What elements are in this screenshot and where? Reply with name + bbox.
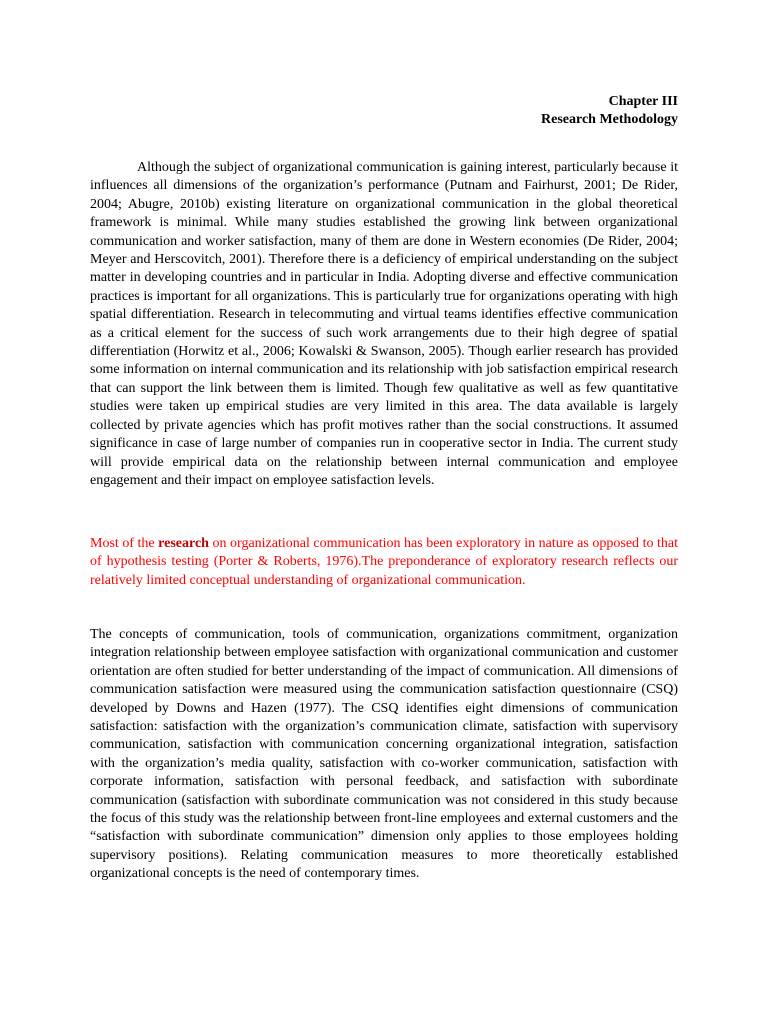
paragraph-exploratory-research-lead: Most of the [90, 536, 159, 551]
paragraph-introduction: Although the subject of organizational communication is gaining interest, particularly because it influences all dimensions of the organization’s performance (Putnam and Fairhurst, 2001; De Rider, 2004; Abugre, 2010b) existing literature on organizational communication in the global theoretical framework is minimal. While many studies established the growing link between organizational communication and worker satisfaction, many of them are done in Western economies (De Rider, 2004; Meyer and Herscovitch, 2001). Therefore there is a deficiency of empirical understanding on the subject matter in developing countries and in particular in India. Adopting diverse and effective communication practices is important for all organizations. This is particularly true for organizations operating with high spatial differentiation. Research in telecommuting and virtual teams identifies effective communication as a critical element for the success of such work arrangements due to their high degree of spatial differentiation (Horwitz et al., 2006; Kowalski & Swanson, 2005). Though earlier research has provided some information on internal communication and its relationship with job satisfaction empirical research that can support the link between them is limited. Though few qualitative as well as few quantitative studies were taken up empirical studies are very limited in this area. The data available is largely collected by private agencies which has profit motives rather than the social constructions. It assumed significance in case of large number of companies run in cooperative sector in India. The current study will provide empirical data on the relationship between internal communication and employee engagement and their impact on employee satisfaction levels. [90, 160, 678, 488]
chapter-header [541, 93, 678, 129]
paragraph-exploratory-research [90, 535, 678, 590]
research-keyword: research [158, 536, 209, 551]
chapter-number: Chapter III [608, 94, 678, 109]
chapter-title: Research Methodology [541, 112, 678, 127]
paragraph-exploratory-research-body: on organizational communication has been exploratory in nature as opposed to that of hypothesis testing (Porter & Roberts, 1976).The preponderance of exploratory research reflects our relatively limited conceptual understanding of organizational communication. [90, 536, 678, 588]
paragraph-communication-concepts: The concepts of communication, tools of communication, organizations commitment, organization integration relationship between employee satisfaction with organizational communication and customer orientation are often studied for better understanding of the impact of communication. All dimensions of communication satisfaction were measured using the communication satisfaction questionnaire (CSQ) developed by Downs and Hazen (1977). The CSQ identifies eight dimensions of communication satisfaction: satisfaction with the organization’s communication climate, satisfaction with supervisory communication, satisfaction with communication concerning organizational integration, satisfaction with the organization’s media quality, satisfaction with co-worker communication, satisfaction with corporate information, satisfaction with personal feedback, and satisfaction with subordinate communication (satisfaction with subordinate communication was not considered in this study because the focus of this study was the relationship between front-line employees and external customers and the “satisfaction with subordinate communication” dimension only applies to those employees holding supervisory positions). Relating communication measures to more theoretically established organizational concepts is the need of contemporary times. [90, 627, 678, 882]
